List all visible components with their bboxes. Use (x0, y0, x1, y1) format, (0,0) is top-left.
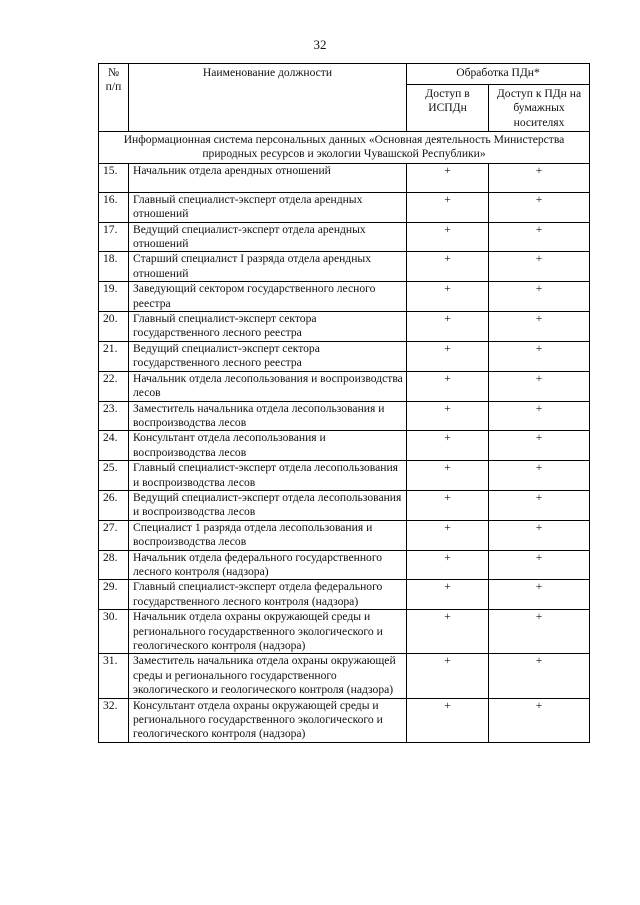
header-col-a (407, 85, 489, 132)
row-position-name: Главный специалист-эксперт отдела арендных отношений (129, 192, 407, 222)
row-number: 18. (99, 252, 129, 282)
row-number: 22. (99, 371, 129, 401)
row-access-paper: + (489, 222, 590, 252)
row-access-paper: + (489, 610, 590, 654)
row-position-name: Ведущий специалист-эксперт сектора государственного лесного реестра (129, 341, 407, 371)
row-number: 28. (99, 550, 129, 580)
table-row (99, 698, 590, 742)
row-access-paper: + (489, 341, 590, 371)
page-number: 32 (313, 37, 327, 52)
row-access-ispdn: + (407, 312, 489, 342)
row-number: 24. (99, 431, 129, 461)
row-number: 27. (99, 520, 129, 550)
row-access-paper: + (489, 550, 590, 580)
row-number: 21. (99, 341, 129, 371)
table-row (99, 163, 590, 192)
header-col-b-label: Доступ к ПДн на бумажных носителях (496, 87, 582, 129)
row-position-name: Заместитель начальника отдела лесопользования и воспроизводства лесов (129, 401, 407, 431)
row-position-name: Ведущий специалист-эксперт отдела арендных отношений (129, 222, 407, 252)
header-num (99, 64, 129, 132)
row-position-name: Заведующий сектором государственного лесного реестра (129, 282, 407, 312)
table-row (99, 371, 590, 401)
row-position-name: Главный специалист-эксперт отдела лесопользования и воспроизводства лесов (129, 461, 407, 491)
table-row (99, 401, 590, 431)
row-position-name: Специалист 1 разряда отдела лесопользования и воспроизводства лесов (129, 520, 407, 550)
row-number: 30. (99, 610, 129, 654)
header-group (407, 64, 590, 85)
table-row (99, 654, 590, 698)
row-access-ispdn: + (407, 282, 489, 312)
row-access-paper: + (489, 461, 590, 491)
row-access-ispdn: + (407, 163, 489, 192)
row-access-ispdn: + (407, 654, 489, 698)
header-name-label: Наименование должности (202, 66, 333, 79)
row-access-ispdn: + (407, 550, 489, 580)
row-access-paper: + (489, 252, 590, 282)
row-access-paper: + (489, 580, 590, 610)
header-num-label: № п/п (105, 66, 122, 94)
row-position-name: Консультант отдела охраны окружающей среды и регионального государственного экологического и геологического контроля (надзора) (129, 698, 407, 742)
header-col-a-label: Доступ в ИСПДн (425, 87, 470, 115)
row-position-name: Ведущий специалист-эксперт отдела лесопользования и воспроизводства лесов (129, 490, 407, 520)
row-position-name: Начальник отдела лесопользования и воспроизводства лесов (129, 371, 407, 401)
row-access-ispdn: + (407, 461, 489, 491)
row-access-ispdn: + (407, 222, 489, 252)
row-access-paper: + (489, 282, 590, 312)
row-access-ispdn: + (407, 431, 489, 461)
table-row (99, 461, 590, 491)
row-access-ispdn: + (407, 252, 489, 282)
row-position-name: Главный специалист-эксперт сектора государственного лесного реестра (129, 312, 407, 342)
row-position-name: Старший специалист I разряда отдела арендных отношений (129, 252, 407, 282)
row-number: 16. (99, 192, 129, 222)
table-row (99, 490, 590, 520)
row-access-ispdn: + (407, 520, 489, 550)
row-access-paper: + (489, 431, 590, 461)
row-number: 17. (99, 222, 129, 252)
table-row (99, 312, 590, 342)
row-access-ispdn: + (407, 371, 489, 401)
table-row (99, 252, 590, 282)
table-row (99, 222, 590, 252)
table-row (99, 282, 590, 312)
row-access-ispdn: + (407, 610, 489, 654)
row-access-paper: + (489, 163, 590, 192)
table-row (99, 610, 590, 654)
row-position-name: Начальник отдела охраны окружающей среды и регионального государственного экологического и геологического контроля (надзора) (129, 610, 407, 654)
row-position-name: Консультант отдела лесопользования и воспроизводства лесов (129, 431, 407, 461)
row-number: 32. (99, 698, 129, 742)
row-position-name: Главный специалист-эксперт отдела федерального государственного лесного контроля (надзора) (129, 580, 407, 610)
row-access-ispdn: + (407, 490, 489, 520)
row-position-name: Заместитель начальника отдела охраны окружающей среды и регионального государственного экологического и геологического контроля (надзора) (129, 654, 407, 698)
table-row (99, 520, 590, 550)
row-position-name: Начальник отдела федерального государственного лесного контроля (надзора) (129, 550, 407, 580)
row-access-paper: + (489, 401, 590, 431)
row-number: 19. (99, 282, 129, 312)
table-row (99, 580, 590, 610)
table-row (99, 550, 590, 580)
row-number: 31. (99, 654, 129, 698)
row-access-ispdn: + (407, 341, 489, 371)
row-access-paper: + (489, 371, 590, 401)
row-access-paper: + (489, 654, 590, 698)
row-access-paper: + (489, 490, 590, 520)
row-number: 25. (99, 461, 129, 491)
row-access-paper: + (489, 192, 590, 222)
row-access-paper: + (489, 698, 590, 742)
row-number: 20. (99, 312, 129, 342)
row-access-paper: + (489, 520, 590, 550)
row-position-name: Начальник отдела арендных отношений (129, 163, 407, 192)
header-col-b (489, 85, 590, 132)
row-access-ispdn: + (407, 192, 489, 222)
row-number: 23. (99, 401, 129, 431)
row-number: 29. (99, 580, 129, 610)
positions-table (98, 63, 590, 743)
table-row (99, 431, 590, 461)
table-row (99, 341, 590, 371)
row-access-ispdn: + (407, 401, 489, 431)
row-number: 26. (99, 490, 129, 520)
section-title-text: Информационная система персональных данных «Основная деятельность Министерства природных ресурсов и экологии Чувашской Республики» (123, 133, 565, 161)
row-access-paper: + (489, 312, 590, 342)
section-title (99, 132, 590, 164)
row-access-ispdn: + (407, 580, 489, 610)
header-name (129, 64, 407, 132)
table-row (99, 192, 590, 222)
header-group-label: Обработка ПДн* (456, 66, 540, 79)
row-number: 15. (99, 163, 129, 192)
row-access-ispdn: + (407, 698, 489, 742)
